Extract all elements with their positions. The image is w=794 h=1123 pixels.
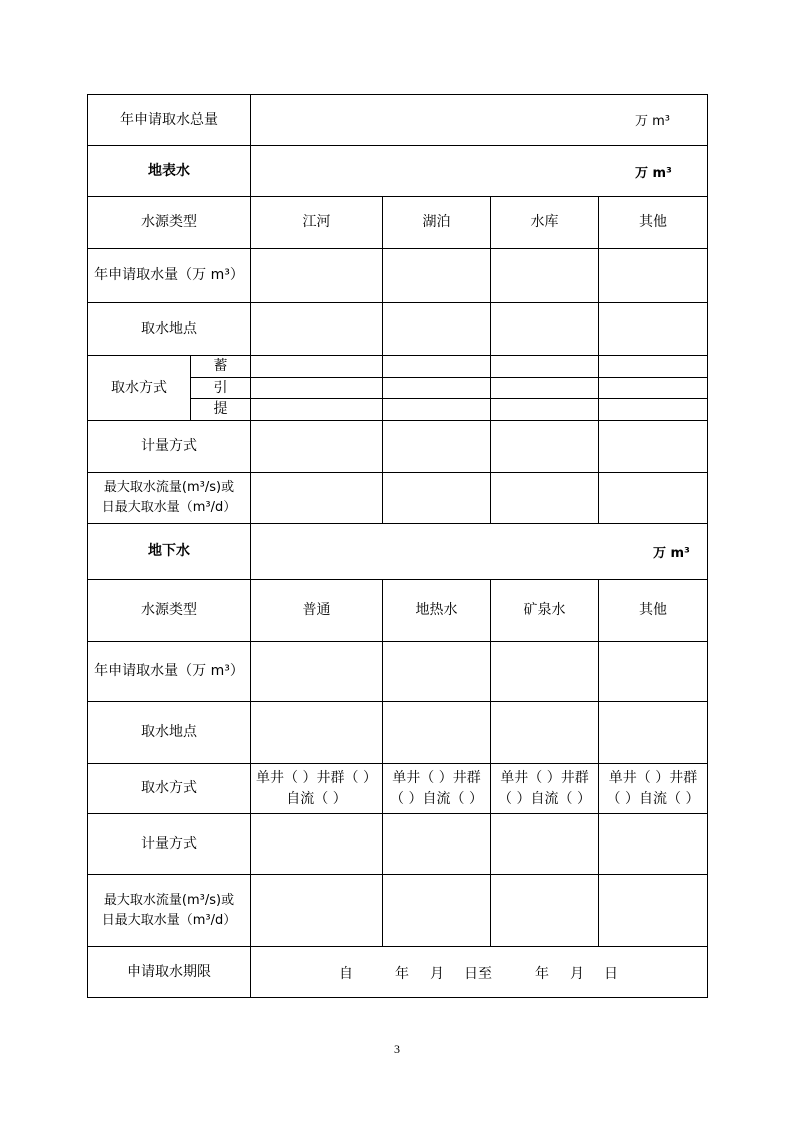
ground-location-fields[interactable] [251,702,707,763]
ground-source-ordinary: 普通 [302,602,331,618]
period-label: 申请取水期限 [127,963,211,980]
ground-method-options-other[interactable]: 单井（ ）井群 （ ）自流（ ） [606,769,700,807]
period-year-start: 年 [395,966,409,982]
surface-method-label: 取水方式 [111,379,167,396]
surface-location-label: 取水地点 [141,320,197,337]
annual-total-unit: 万 m³ [635,114,671,129]
surface-location-fields[interactable] [251,303,707,355]
ground-source-other: 其他 [639,602,667,618]
surface-annual-amount-label: 年申请取水量（万 m³） [94,267,244,283]
surface-water-unit: 万 m³ [635,166,672,181]
surface-source-other: 其他 [639,214,667,230]
ground-source-mineral: 矿泉水 [523,602,566,618]
surface-annual-amount-river-field[interactable] [251,249,382,302]
surface-metering-label: 计量方式 [141,438,197,454]
groundwater-unit: 万 m³ [653,546,690,561]
ground-annual-amount-label: 年申请取水量（万 m³） [94,663,244,679]
period-month-end: 月 [570,966,584,982]
ground-metering-label: 计量方式 [141,835,197,852]
surface-method-divert: 引 [213,379,228,396]
groundwater-heading: 地下水 [148,543,190,559]
ground-annual-amount-fields[interactable] [251,642,707,701]
surface-annual-amount-lake-field[interactable] [383,249,490,302]
ground-method-options-geothermal[interactable]: 单井（ ）井群 （ ）自流（ ） [390,769,483,807]
surface-max-flow-label: 最大取水流量(m³/s)或 日最大取水量（m³/d） [101,480,237,515]
page-number: 3 [394,1042,400,1056]
surface-source-type-label: 水源类型 [141,214,197,230]
period-day-to: 日至 [464,966,492,982]
period-from: 自 [339,966,353,982]
surface-source-reservoir: 水库 [530,214,559,230]
ground-method-label: 取水方式 [141,780,197,796]
ground-max-flow-label: 最大取水流量(m³/s)或 日最大取水量（m³/d） [101,892,237,928]
surface-source-lake: 湖泊 [422,214,451,230]
period-month-start: 月 [430,966,444,982]
ground-method-options-ordinary[interactable]: 单井（ ）井群（ ） 自流（ ） [256,769,377,807]
annual-total-label: 年申请取水总量 [120,111,218,128]
surface-annual-amount-reservoir-field[interactable] [491,249,598,302]
period-day-end: 日 [604,966,618,982]
ground-source-type-label: 水源类型 [141,602,197,618]
surface-method-store: 蓄 [213,358,228,374]
ground-source-geothermal: 地热水 [415,602,458,618]
groundwater-total-field[interactable] [251,524,707,579]
surface-source-river: 江河 [302,214,331,230]
ground-method-options-mineral[interactable]: 单井（ ）井群 （ ）自流（ ） [498,769,591,807]
period-year-end: 年 [535,966,549,982]
surface-method-lift: 提 [213,401,228,417]
ground-location-label: 取水地点 [141,724,197,740]
surface-annual-amount-other-field[interactable] [599,249,707,302]
surface-water-heading: 地表水 [148,162,190,179]
